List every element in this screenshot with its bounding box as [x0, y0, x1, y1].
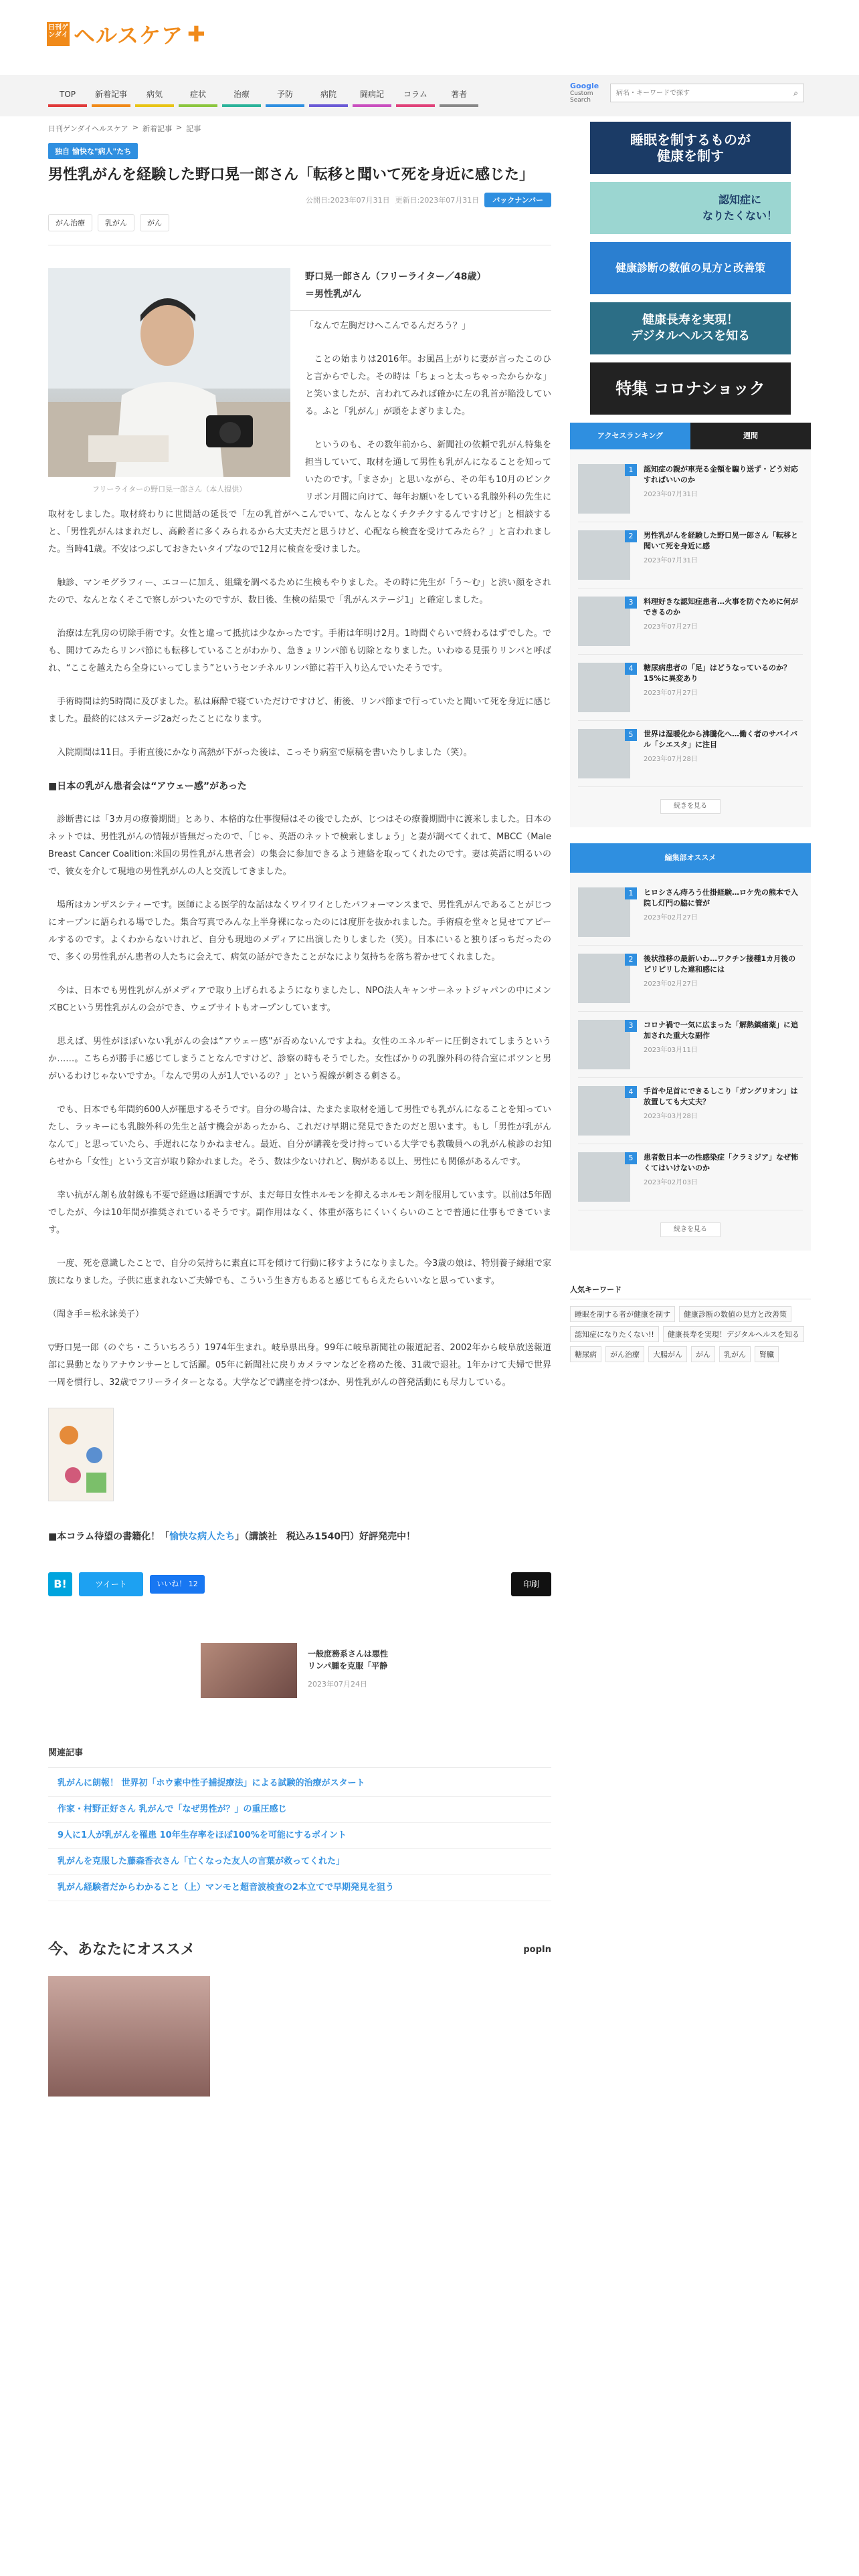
editor-pick-thumbnail [578, 954, 634, 1003]
ranking-item[interactable] [578, 522, 803, 588]
tag-cancer[interactable]: がん [140, 214, 169, 231]
ranking-date: 2023年07月31日 [644, 491, 698, 498]
rank-number: 4 [625, 663, 637, 675]
book-promo [48, 1528, 551, 1545]
promo-suffix: 」（講談社 税込み1540円）好評発売中！ [235, 1531, 416, 1542]
keyword-link[interactable]: 糖尿病 [570, 1346, 601, 1362]
ranking-text [637, 530, 803, 580]
ranking-thumbnail [578, 530, 634, 580]
next-article-title-1: 一般庶務系さんは悪性 [308, 1649, 389, 1658]
nav-color-bar [396, 104, 435, 107]
editor-pick-date: 2023年02月27日 [644, 914, 698, 922]
keyword-link[interactable]: 健康長寿を実現！デジタルヘルスを知る [663, 1326, 804, 1342]
next-article-title-2: リンパ腫を克服「平静 [308, 1661, 388, 1671]
editor-pick-text [637, 1020, 803, 1069]
paragraph: 診断書には「3カ月の療養期間」とあり、本格的な仕事復帰はその後でしたが、じつはその療養期間中に渡米しました。日本のネットでは、男性乳がんの情報が皆無だったので、「じゃ、英語のネットで検索しましょう」と妻が調べてくれて、MBCC（Male Breast Cancer Coalition:米国の男性乳がん患者会）の集会に参加できるよう連絡を取ってくれたのです。妻は英語に明るいので、彼女を介して現地の男性乳がんの人と交流してきました。 [48, 815, 551, 877]
search-icon[interactable]: ⌕ [793, 88, 798, 98]
editor-pick-title: ヒロシさん痔ろう仕掛経験…ロケ先の熊本で入院し灯門の脇に管が [644, 888, 798, 907]
related-link[interactable]: 9人に1人が乳がんを罹患 10年生存率をほぼ100%を可能にするポイント [48, 1823, 551, 1849]
breadcrumb-new[interactable]: 新着記事 [142, 124, 173, 133]
nav-color-bar [266, 104, 304, 107]
ranking-thumbnail [578, 729, 634, 778]
nav-color-bar [440, 104, 478, 107]
nav-item-author[interactable] [440, 82, 478, 111]
pick-number: 5 [625, 1152, 637, 1164]
keyword-heading: 人気キーワード [570, 1284, 811, 1299]
editor-pick-title: 手首や足首にできるしこり「ガングリオン」は放置しても大丈夫？ [644, 1087, 798, 1106]
ranking-date: 2023年07月27日 [644, 689, 698, 697]
nav-color-bar [179, 104, 217, 107]
paragraph: 触診、マンモグラフィー、エコーに加え、組織を調べるために生検もやりました。その時に先生が「う～む」と渋い顔をされたので、なんとなくそこで察しがついたのですが、数日後、生検の結果で「乳がんステージ1」と確定しました。 [48, 578, 551, 605]
ranking-more-button[interactable]: 続きを見る [660, 799, 721, 814]
search-box [610, 84, 804, 102]
paragraph: 場所はカンザスシティーです。医師による医学的な話はなくワイワイとしたパフォーマンスまで、男性乳がんであることがじつにオープンに語られる場でした。集合写真でみんな上半身裸になったのには度肝を抜かれました。手術痕を堂々と見せてアピールするのです。よくわからないけれど、自分も現地のメディアに出演したりしました（笑）。日本にいると独りぼっちだったので、多くの男性乳がん患者の人たちに会えて、病気の話ができたことがなにより気持ちを落ち着かせてくれました。 [48, 900, 551, 962]
ranking-date: 2023年07月28日 [644, 756, 698, 763]
nav-label: 病院 [320, 90, 337, 99]
paragraph: 「なんで左胸だけへこんでるんだろう？」 [305, 321, 471, 331]
editor-pick-thumbnail [578, 1152, 634, 1202]
editor-pick-title: 後状推移の最新いわ…ワクチン接種1カ月後のピリピリした違和感には [644, 954, 796, 974]
nav-item-prevention[interactable] [266, 82, 304, 111]
banner-dementia[interactable]: 認知症に なりたくない！ [590, 182, 791, 234]
ranking-title: 料理好きな認知症患者…火事を防ぐために何ができるのか [644, 597, 798, 617]
pick-number: 3 [625, 1020, 637, 1032]
paragraph: 手術時間は約5時間に及びました。私は麻酔で寝ていただけですけど、術後、リンパ節まで行っていたと聞いて死を身近に感じました。最終的にはステージ2aだったことになります。 [48, 697, 551, 724]
author-disease: ＝男性乳がん [305, 289, 361, 300]
keyword-link[interactable]: 認知症になりたくない!! [570, 1326, 659, 1342]
backnumber-button[interactable]: バックナンバー [484, 193, 551, 207]
rank-number: 5 [625, 729, 637, 741]
related-link[interactable]: 作家・村野正好さん 乳がんで「なぜ男性が？」の重圧感じ [48, 1797, 551, 1823]
next-article-card[interactable] [201, 1643, 551, 1698]
keyword-link[interactable]: 大腸がん [648, 1346, 687, 1362]
site-search [570, 83, 811, 103]
keyword-link[interactable]: がん治療 [605, 1346, 644, 1362]
nav-color-bar [222, 104, 261, 107]
editor-pick-item[interactable] [578, 1078, 803, 1144]
author-name: 野口晃一郎さん（フリーライター／48歳） [305, 272, 486, 282]
nav-label: 闘病記 [359, 90, 384, 99]
editor-picks-list [570, 873, 811, 1251]
editor-pick-text [637, 1152, 803, 1202]
promo-prefix: ■本コラム待望の書籍化！「 [48, 1531, 170, 1542]
hatena-bookmark-button[interactable]: B! [48, 1572, 72, 1596]
editor-pick-text [637, 954, 803, 1003]
next-article-date: 2023年07月24日 [308, 1680, 367, 1689]
rank-number: 3 [625, 597, 637, 609]
gcs-brand: Google [570, 81, 599, 90]
sidebar [570, 116, 811, 1362]
pick-number: 1 [625, 887, 637, 899]
ranking-tabs [570, 423, 811, 449]
editor-pick-title: コロナ禍で一気に広まった「解熱鎮痛薬」に追加された重大な副作 [644, 1021, 798, 1040]
nav-item-new[interactable] [92, 82, 130, 111]
ranking-title: 世界は湿暖化から沸騰化へ…働く者のサバイバル「シエスタ」に注目 [644, 730, 798, 749]
main-content [48, 116, 551, 2097]
related-articles [48, 1745, 551, 1901]
tweet-button[interactable]: ツイート [79, 1572, 143, 1596]
photo-caption: フリーライターの野口晃一郎さん（本人提供） [92, 485, 247, 494]
published-date: 公開日:2023年07月31日 [305, 196, 390, 205]
ranking-item[interactable] [578, 456, 803, 522]
global-nav [48, 82, 483, 111]
print-button[interactable]: 印刷 [511, 1572, 551, 1596]
editor-pick-title: 患者数日本一の性感染症「クラミジア」なぜ怖くてはいけないのか [644, 1153, 798, 1172]
editor-pick-date: 2023年03月28日 [644, 1113, 698, 1120]
ranking-date: 2023年07月31日 [644, 557, 698, 564]
next-article-text [308, 1648, 388, 1693]
facebook-like-button[interactable]: いいね！ 12 [150, 1575, 205, 1594]
paragraph: 入院期間は11日。手術直後にかなり高熱が下がった後は、こっそり病室で原稿を書いたりしました（笑）。 [48, 748, 472, 758]
share-bar [48, 1572, 551, 1596]
editor-pick-item[interactable] [578, 879, 803, 946]
book-cover-illustration [49, 1408, 114, 1501]
nav-label: TOP [59, 90, 76, 99]
keyword-link[interactable]: 睡眠を制する者が健康を制す [570, 1306, 675, 1322]
banner-digital-health[interactable]: 健康長寿を実現！ デジタルヘルスを知る [590, 302, 791, 354]
logo-plus-icon: ✚ [187, 21, 205, 47]
editor-pick-item[interactable] [578, 1144, 803, 1210]
banner-health-check[interactable]: 健康診断の数値の見方と改善策 [590, 242, 791, 294]
paragraph: でも、日本でも年間約600人が罹患するそうです。自分の場合は、たまたま取材を通して男性でも乳がんになることを知っていたし、ラッキーにも乳腺外科の先生と話す機会があったから、これだけ早期に発見できたのだと思います。もし「男性が乳がんなんて」と思っていたら、手遅れになりかねません。最近、自分が講義を受け持っている大学でも教職員への乳がん検診のお知らせから「女性」という文言が取り除かれました。そう、数は少ないけれど、胸がある以上、男性にも関係があるんです。 [48, 1105, 551, 1167]
site-logo[interactable] [47, 19, 205, 49]
nav-item-top[interactable] [48, 82, 87, 111]
editor-pick-date: 2023年02月03日 [644, 1179, 698, 1186]
ranking-item[interactable] [578, 721, 803, 787]
ranking-thumbnail [578, 597, 634, 646]
nav-color-bar [48, 104, 87, 107]
related-link[interactable]: 乳がんを克服した藤森香衣さん「亡くなった友人の言葉が救ってくれた」 [48, 1849, 551, 1875]
gcs-sub: Custom Search [570, 90, 593, 104]
ranking-text [637, 597, 803, 646]
keyword-link[interactable]: がん [691, 1346, 715, 1362]
nav-item-hospital[interactable] [309, 82, 348, 111]
editor-pick-date: 2023年02月27日 [644, 980, 698, 988]
interviewer-credit: （聞き手＝松永詠美子） [48, 1309, 145, 1319]
nav-label: 予防 [276, 90, 293, 99]
editor-pick-item[interactable] [578, 946, 803, 1012]
nav-color-bar [353, 104, 391, 107]
tab-weekly[interactable]: 週間 [690, 423, 811, 449]
recommend-header [48, 1941, 551, 1959]
portrait-illustration [48, 268, 290, 477]
author-profile: ▽野口晃一郎（のぐち・こういちろう）1974年生まれ。岐阜県出身。99年に岐阜新聞社の報道記者、2002年から岐阜放送報道部に異動となりアナウンサーとして活躍。05年に新聞社に戻りカメラマンなどを務めた後、31歳で退社。1年かけて夫婦で世界一周を慣行し、32歳でフリーライターとなる。大学などで講座を持つほか、男性乳がんの啓発活動にも尽力している。 [48, 1343, 551, 1388]
ranking-date: 2023年07月27日 [644, 623, 698, 631]
tag-list [48, 214, 551, 231]
nav-label: 病気 [146, 90, 163, 99]
banner-sleep[interactable]: 睡眠を制するものが 健康を制す [590, 122, 791, 174]
ranking-title: 糖尿病患者の「足」はどうなっているのか？ 15%に異変あり [644, 663, 791, 683]
ranking-text [637, 464, 803, 514]
paragraph: 今は、日本でも男性乳がんがメディアで取り上げられるようになりましたし、NPO法人キャンサーネットジャパンの中にメンズBCという男性乳がんの会ができ、ウェブサイトもオープンしています。 [48, 986, 551, 1013]
category-badge[interactable]: 独自 愉快な"病人"たち [48, 143, 138, 159]
recommend-heading: 今、あなたにオススメ [48, 1941, 195, 1958]
ranking-item[interactable] [578, 588, 803, 655]
keyword-link[interactable]: 乳がん [719, 1346, 751, 1362]
banner-corona[interactable]: 特集 コロナショック [590, 362, 791, 415]
ranking-thumbnail [578, 464, 634, 514]
recommend-thumbnail[interactable] [48, 1976, 210, 2097]
related-link[interactable]: 乳がんに朗報！ 世界初「ホウ素中性子捕捉療法」による試験的治療がスタート [48, 1771, 551, 1797]
rank-number: 2 [625, 530, 637, 542]
tag-breast-cancer[interactable]: 乳がん [98, 214, 134, 231]
breadcrumb-current: 記事 [186, 124, 201, 133]
logo-badge: 日刊ゲンダイ [47, 22, 70, 46]
keyword-link[interactable]: 健康診断の数値の見方と改善策 [679, 1306, 791, 1322]
article-dates [48, 193, 551, 207]
tag-cancer-treatment[interactable]: がん治療 [48, 214, 92, 231]
nav-color-bar [135, 104, 174, 107]
nav-label: コラム [403, 90, 427, 99]
keyword-list [570, 1306, 811, 1362]
breadcrumb-home[interactable]: 日刊ゲンダイヘルスケア [48, 124, 128, 133]
editor-picks-heading: 編集部オススメ [570, 843, 811, 873]
nav-item-column[interactable] [396, 82, 435, 111]
ranking-text [637, 729, 803, 778]
ranking-text [637, 663, 803, 712]
editor-pick-item[interactable] [578, 1012, 803, 1078]
nav-item-disease[interactable] [135, 82, 174, 111]
editor-pick-thumbnail [578, 1020, 634, 1069]
editor-more-button[interactable]: 続きを見る [660, 1222, 721, 1237]
tab-access-ranking[interactable]: アクセスランキング [570, 423, 690, 449]
breadcrumb-sep: > [132, 123, 139, 132]
google-custom-search-label [570, 83, 610, 104]
book-link[interactable]: 愉快な病人たち [169, 1531, 235, 1542]
nav-item-treatment[interactable] [222, 82, 261, 111]
editor-pick-text [637, 887, 803, 937]
paragraph: というのも、その数年前から、新聞社の依頼で乳がん特集を担当していて、取材を通して男性も乳がんになることを知っていたのです。「まさか」と思いながら、その年も10月のピンクリボン月間に向けて、毎年お願いをしている乳腺外科の先生に取材をしました。取材終わりに世間話の延長で「左の乳首がへこんでいて、なんとなくチクチクするんですけど」と相談すると、「男性乳がんはまれだし、高齢者に多くみられるから大丈夫だと思うけど、心配なら検査を受けてみたら？」と言われました。当時41歳。不安はつぶしておきたいタイプなので12月に検査を受けました。 [48, 440, 551, 554]
portrait-image [48, 268, 290, 477]
nav-label: 治療 [233, 90, 250, 99]
nav-item-memoir[interactable] [353, 82, 391, 111]
paragraph: 治療は左乳房の切除手術です。女性と違って抵抗は少なかったです。手術は年明け2月。1時間ぐらいで終わるはずでした。でも、開けてみたらリンパ節にも転移していることがわかり、急きょリンパ節も切除となりました。いわゆる見張りリンパと呼ばれ、“ここを越えたら全身にいってしまう”というセンチネルリンパ節に若干入り込んでいたそうです。 [48, 629, 551, 673]
editor-pick-thumbnail [578, 1086, 634, 1136]
article-body [48, 268, 551, 2097]
editor-pick-date: 2023年03月11日 [644, 1047, 698, 1054]
ranking-list [570, 449, 811, 827]
nav-label: 症状 [189, 90, 206, 99]
related-link[interactable]: 乳がん経験者だからわかること（上）マンモと超音波検査の2本立てで早期発見を狙う [48, 1875, 551, 1901]
ranking-thumbnail [578, 663, 634, 712]
editor-pick-text [637, 1086, 803, 1136]
nav-color-bar [309, 104, 348, 107]
paragraph: 思えば、男性がほぼいない乳がんの会は“アウェー感”が否めないんですよね。女性のエネルギーに圧倒されてしまうというか……。こちらが勝手に感じてしまうことなんですけど、診察の時もそうでした。女性ばかりの乳腺外科の待合室にポツンと男がいるわけじゃないですか。「なんで男の人が1人でいるの？」という視線が刺さる刺さる。 [48, 1037, 551, 1081]
article-photo [48, 268, 290, 498]
breadcrumb-sep: > [176, 123, 183, 132]
editor-pick-thumbnail [578, 887, 634, 937]
page-title: 男性乳がんを経験した野口晃一郎さん「転移と聞いて死を身近に感じた」 [48, 167, 535, 183]
section-heading: ■日本の乳がん患者会は“アウェー感”があった [48, 781, 247, 792]
popin-logo: popIn [523, 1945, 551, 1955]
ranking-title: 認知症の親が車売る金額を騙り送ず・どう対応すればいいのか [644, 465, 798, 484]
search-input[interactable] [616, 90, 793, 97]
ranking-item[interactable] [578, 655, 803, 721]
updated-date: 更新日:2023年07月31日 [395, 196, 480, 205]
breadcrumb [48, 123, 551, 134]
book-cover-image[interactable] [48, 1408, 114, 1501]
nav-label: 新着記事 [94, 90, 127, 99]
rank-number: 1 [625, 464, 637, 476]
keyword-link[interactable]: 腎臓 [755, 1346, 779, 1362]
paragraph: 一度、死を意識したことで、自分の気持ちに素直に耳を傾けて行動に移すようになりました。今3歳の娘は、特別養子縁組で家族になりました。子供に恵まれないご夫婦でも、こういう生き方もあると感じてもらえたらいいなと思っています。 [48, 1259, 551, 1286]
nav-label: 著者 [450, 90, 467, 99]
paragraph: 幸い抗がん剤も放射線も不要で経過は順調ですが、まだ毎日女性ホルモンを抑えるホルモン剤を服用しています。以前は5年間でしたが、今は10年間が推奨されているそうです。副作用はなく、体重が落ちにくいくらいのことで普通に仕事もできています。 [48, 1190, 551, 1235]
related-heading: 関連記事 [48, 1745, 551, 1768]
next-article-thumbnail [201, 1643, 297, 1698]
paragraph: ことの始まりは2016年。お風呂上がりに妻が言ったこのひと言からでした。その時は「ちょっと太っちゃったからかな」と笑いましたが、言われてみれば確かに左の乳首が陥没している。ふと「乳がん」が頭をよぎりました。 [305, 354, 551, 417]
site-header [0, 0, 859, 75]
nav-item-symptom[interactable] [179, 82, 217, 111]
pick-number: 2 [625, 954, 637, 966]
logo-text: ヘルスケア [74, 23, 184, 48]
nav-color-bar [92, 104, 130, 107]
ranking-title: 男性乳がんを経験した野口晃一郎さん「転移と聞いて死を身近に感 [644, 531, 798, 550]
pick-number: 4 [625, 1086, 637, 1098]
